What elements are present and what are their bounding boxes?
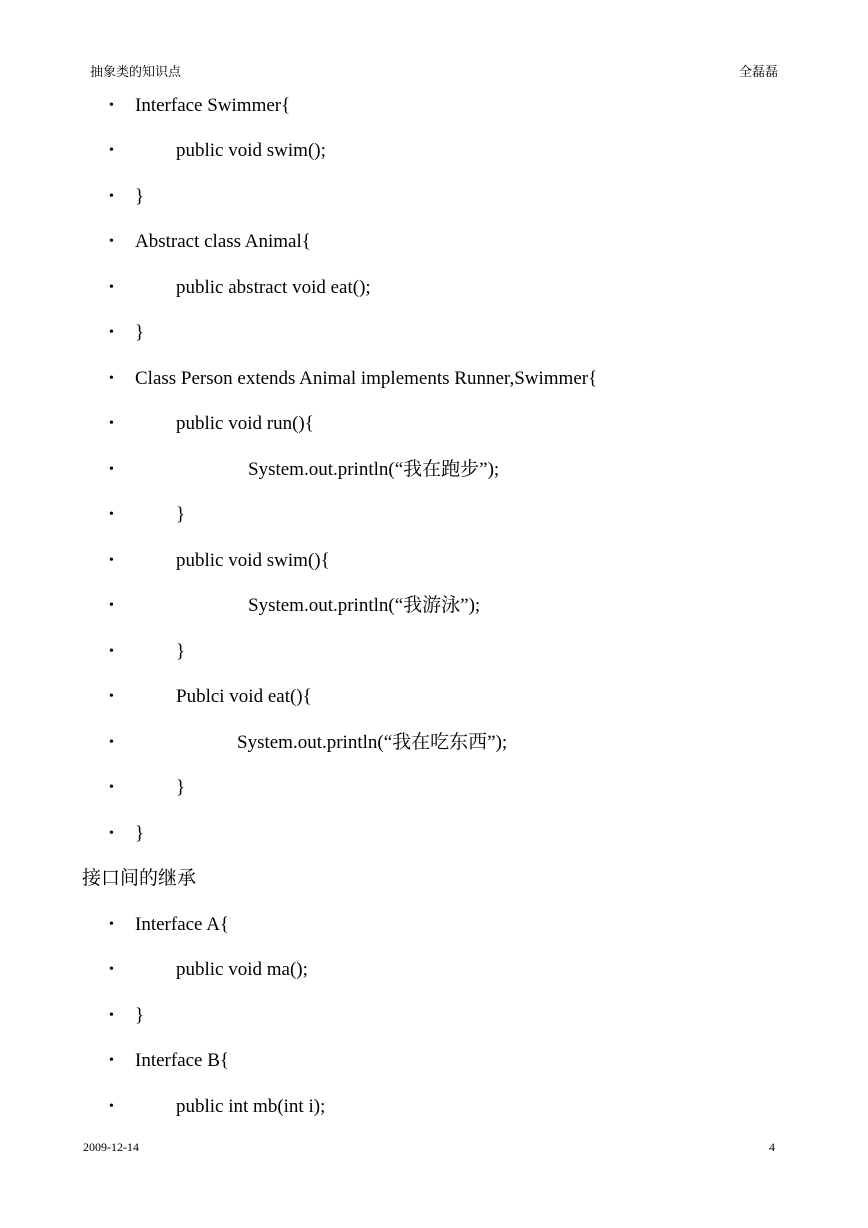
bullet-icon: •: [109, 735, 114, 750]
code-line: public void run(){: [176, 413, 314, 434]
bullet-icon: •: [109, 234, 114, 249]
code-line: System.out.println(“我在吃东西”);: [237, 732, 508, 753]
code-line: }: [176, 504, 186, 525]
page-header-left: 抽象类的知识点: [90, 64, 182, 79]
section-heading: 接口间的继承: [82, 868, 197, 889]
bullet-icon: •: [109, 371, 114, 386]
code-line: }: [176, 777, 186, 798]
code-line: Interface B{: [135, 1050, 230, 1071]
code-line: Interface A{: [135, 914, 230, 935]
code-line: Class Person extends Animal implements Runner,Swimmer{: [135, 368, 598, 389]
bullet-icon: •: [109, 1008, 114, 1023]
page-footer-date: 2009-12-14: [83, 1140, 139, 1154]
code-line: }: [135, 1005, 145, 1026]
code-line: public abstract void eat();: [176, 277, 371, 298]
bullet-icon: •: [109, 689, 114, 704]
code-line: }: [135, 186, 145, 207]
code-line: public void ma();: [176, 959, 308, 980]
bullet-icon: •: [109, 507, 114, 522]
code-line: }: [135, 322, 145, 343]
bullet-icon: •: [109, 780, 114, 795]
bullet-icon: •: [109, 826, 114, 841]
page-header-right: 全磊磊: [738, 64, 778, 79]
bullet-icon: •: [109, 98, 114, 113]
bullet-icon: •: [109, 962, 114, 977]
bullet-icon: •: [109, 416, 114, 431]
page-number: 4: [769, 1140, 775, 1154]
code-line: public void swim(){: [176, 550, 330, 571]
bullet-icon: •: [109, 598, 114, 613]
bullet-icon: •: [109, 1099, 114, 1114]
bullet-icon: •: [109, 1053, 114, 1068]
bullet-icon: •: [109, 189, 114, 204]
code-line: public void swim();: [176, 140, 326, 161]
code-line: Abstract class Animal{: [135, 231, 311, 252]
bullet-icon: •: [109, 917, 114, 932]
bullet-icon: •: [109, 462, 114, 477]
code-line: Publci void eat(){: [176, 686, 312, 707]
code-line: System.out.println(“我游泳”);: [248, 595, 481, 616]
code-line: public int mb(int i);: [176, 1096, 326, 1117]
bullet-icon: •: [109, 143, 114, 158]
bullet-icon: •: [109, 280, 114, 295]
code-line: }: [176, 641, 186, 662]
bullet-icon: •: [109, 553, 114, 568]
code-line: }: [135, 823, 145, 844]
bullet-icon: •: [109, 644, 114, 659]
code-line: System.out.println(“我在跑步”);: [248, 459, 500, 480]
bullet-icon: •: [109, 325, 114, 340]
code-line: Interface Swimmer{: [135, 95, 291, 116]
